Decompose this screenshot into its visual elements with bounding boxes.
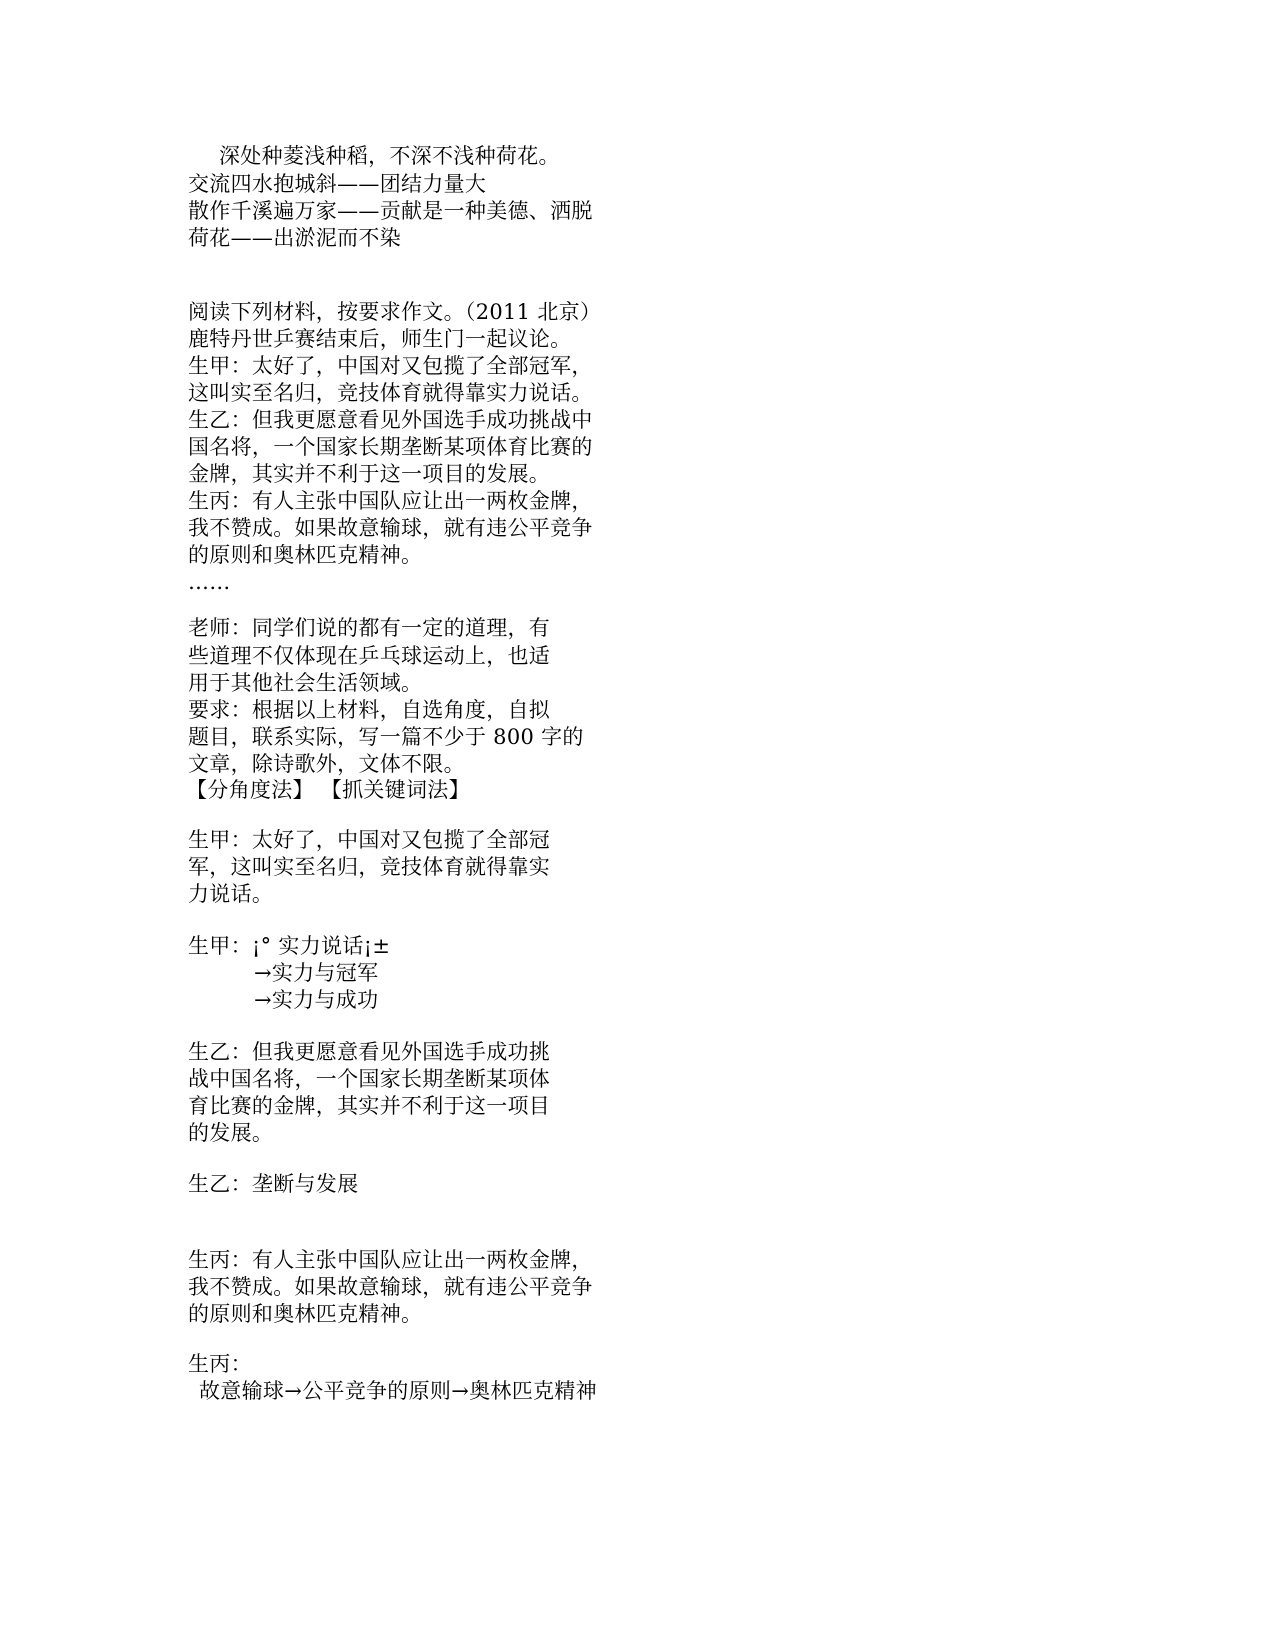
text-line: …… — [188, 570, 231, 594]
text-line: →实力与成功 — [254, 988, 379, 1012]
text-line: 的发展。 — [188, 1121, 274, 1145]
text-line: 生乙：但我更愿意看见外国选手成功挑战中 — [188, 408, 593, 432]
text-line: 这叫实至名归，竞技体育就得靠实力说话。 — [188, 381, 593, 405]
text-line: 的原则和奥林匹克精神。 — [188, 1302, 423, 1326]
text-line: 生甲：¡° 实力说话¡± — [188, 934, 391, 958]
text-line: 深处种菱浅种稻，不深不浅种荷花。 — [219, 144, 560, 168]
text-line: 老师：同学们说的都有一定的道理，有 — [188, 616, 551, 640]
text-line: 【分角度法】 【抓关键词法】 — [186, 778, 470, 802]
text-line: 生甲：太好了，中国对又包揽了全部冠军， — [188, 354, 593, 378]
text-line: 金牌，其实并不利于这一项目的发展。 — [188, 462, 551, 486]
text-line: 战中国名将，一个国家长期垄断某项体 — [188, 1067, 551, 1091]
text-line: 题目，联系实际，写一篇不少于 800 字的 — [188, 725, 584, 749]
text-line: 生丙：有人主张中国队应让出一两枚金牌， — [188, 1248, 593, 1272]
text-line: 散作千溪遍万家——贡献是一种美德、洒脱 — [188, 199, 593, 223]
text-line: 我不赞成。如果故意输球，就有违公平竞争 — [188, 1275, 593, 1299]
text-line: 育比赛的金牌，其实并不利于这一项目 — [188, 1094, 551, 1118]
text-line: 生丙： — [188, 1352, 252, 1376]
text-line: 力说话。 — [188, 882, 274, 906]
text-line: 故意输球→公平竞争的原则→奥林匹克精神 — [199, 1379, 597, 1403]
text-line: 生丙：有人主张中国队应让出一两枚金牌， — [188, 489, 593, 513]
text-line: 文章，除诗歌外，文体不限。 — [188, 752, 465, 776]
text-line: 用于其他社会生活领域。 — [188, 671, 423, 695]
text-line: 的原则和奥林匹克精神。 — [188, 543, 423, 567]
text-line: 军，这叫实至名归，竞技体育就得靠实 — [188, 855, 551, 879]
text-line: 鹿特丹世乒赛结束后，师生门一起议论。 — [188, 327, 572, 351]
text-line: 生甲：太好了，中国对又包揽了全部冠 — [188, 828, 551, 852]
text-line: 荷花——出淤泥而不染 — [188, 226, 401, 250]
text-line: 生乙：垄断与发展 — [188, 1172, 359, 1196]
text-line: 生乙：但我更愿意看见外国选手成功挑 — [188, 1040, 551, 1064]
text-line: 要求：根据以上材料，自选角度，自拟 — [188, 698, 551, 722]
text-line: 我不赞成。如果故意输球，就有违公平竞争 — [188, 516, 593, 540]
text-line: 交流四水抱城斜——团结力量大 — [188, 172, 487, 196]
text-line: 些道理不仅体现在乒乓球运动上，也适 — [188, 644, 551, 668]
text-line: →实力与冠军 — [254, 961, 379, 985]
text-line: 国名将，一个国家长期垄断某项体育比赛的 — [188, 435, 593, 459]
text-line: 阅读下列材料，按要求作文。（2011 北京） — [188, 300, 602, 324]
